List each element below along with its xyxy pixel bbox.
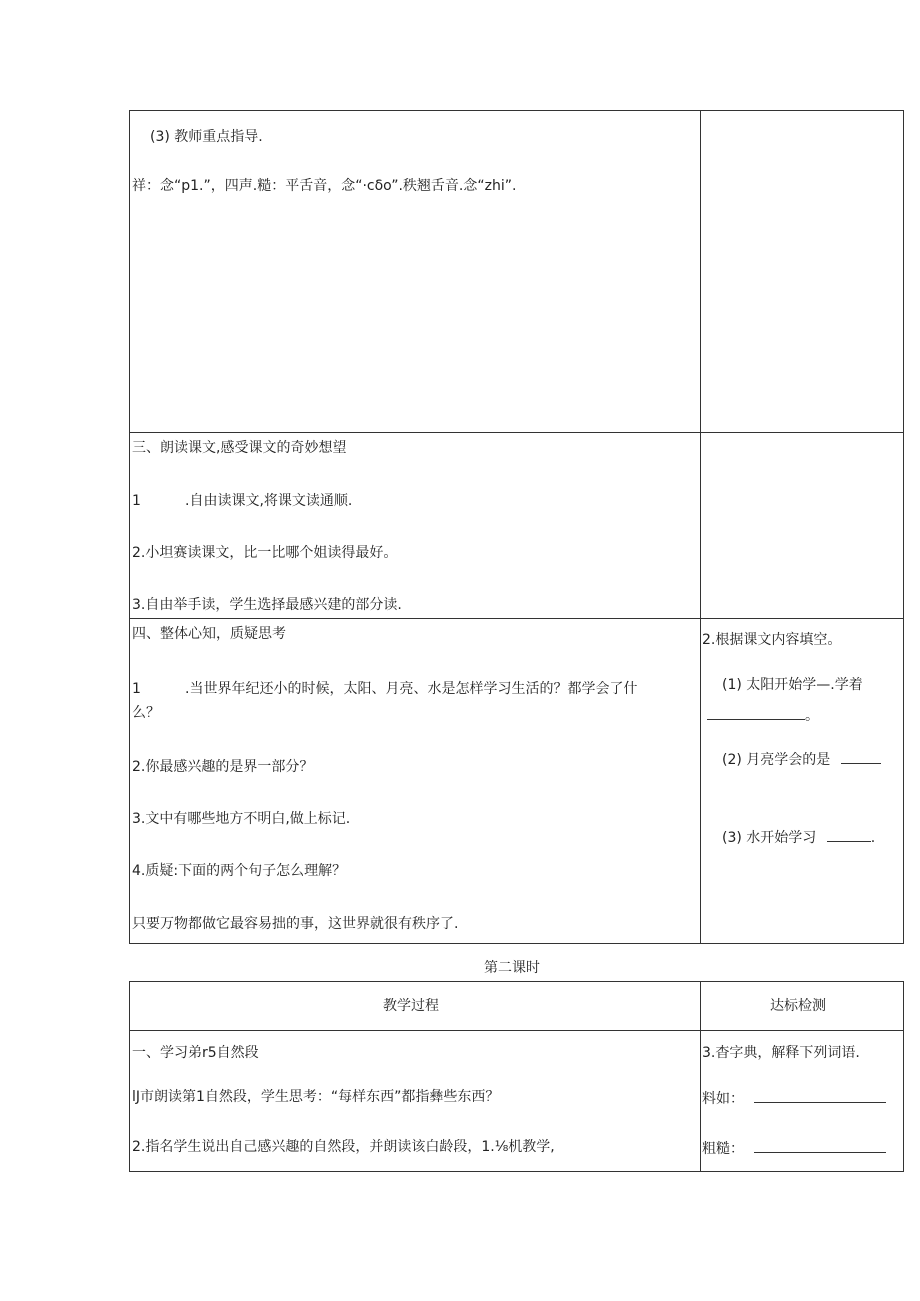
list-item-text: 4.质疑:下面的两个句子怎么理解？ [132, 863, 347, 879]
table1-row1-side-cell [700, 110, 904, 433]
list-item-text: .当世界年纪还小的时候，太阳、月亮、水是怎样学习生活的？都学会了什 [185, 681, 638, 697]
section-one-heading: 一、学习弟r5自然段 [132, 1045, 259, 1061]
answer-blank[interactable] [707, 718, 805, 720]
fill-blank-end-3: . [870, 830, 876, 846]
fill-blank-question-3 [722, 830, 875, 847]
table1-row2-main-cell [129, 432, 701, 619]
fill-blank-end-1: 。 [805, 708, 819, 724]
answer-blank[interactable] [827, 840, 871, 842]
table1-row3-side-cell [700, 618, 904, 944]
fill-blank-title: 2.根据课文内容填空。 [702, 632, 842, 648]
vocab-word-1: 料如： [702, 1091, 744, 1107]
fill-blank-line-1 [707, 708, 819, 725]
answer-blank[interactable] [841, 762, 881, 764]
dictionary-task-title: 3.杳字典，解释下列词语. [702, 1045, 860, 1061]
list-item-text: 3.文中有哪些地方不明白,做上标记. [132, 811, 351, 827]
list-item-text: 2.小坦赛读课文，比一比哪个姐读得最好。 [132, 545, 398, 561]
quoted-sentence: 只要万物都做它最容易拙的事，这世界就很有秩序了. [132, 916, 459, 932]
teacher-guidance-heading: (3) 教师重点指导. [150, 129, 263, 145]
answer-blank[interactable] [754, 1101, 886, 1103]
table1-row1-main-cell [129, 110, 701, 433]
section-three-heading: 三、朗读课文,感受课文的奇妙想望 [132, 440, 347, 456]
section-four-heading: 四、整体心知，质疑思考 [132, 626, 286, 642]
list-item-text: 2.指名学生说出自己感兴趣的自然段，并朗读该白龄段，1.⅛机教学, [132, 1139, 555, 1155]
list-item-number: 1 [132, 493, 141, 509]
column-header-process: 教学过程 [383, 998, 439, 1014]
list-item-text: .自由读课文,将课文读通顺. [185, 493, 353, 509]
section-title: 第二课时 [484, 960, 540, 976]
vocab-item-2 [702, 1141, 886, 1158]
pronunciation-note: 祥：念“p1.”，四声.糙：平舌音，念“·cδo”.秩翘舌音.念“zhi”. [132, 178, 517, 194]
fill-blank-question-2-label: (2) 月亮学会的是 [722, 752, 831, 768]
list-item-text: 3.自由举手读，学生选择最感兴建的部分读. [132, 597, 402, 613]
fill-blank-question-2 [722, 752, 881, 769]
list-item-text: 2.你最感兴趣的是界一部分？ [132, 759, 314, 775]
answer-blank[interactable] [754, 1151, 886, 1153]
table1-row2-side-cell [700, 432, 904, 619]
list-item-text: lJ市朗读第1自然段，学生思考：“每样东西”都指彝些东西？ [132, 1089, 500, 1105]
column-header-check: 达标检测 [770, 998, 826, 1014]
vocab-item-1 [702, 1091, 886, 1108]
table1-row3-main-cell [129, 618, 701, 944]
vocab-word-2: 粗糙： [702, 1141, 744, 1157]
fill-blank-question-1: (1) 太阳开始学—.学着 [722, 677, 863, 693]
fill-blank-question-3-label: (3) 水开始学习 [722, 830, 817, 846]
list-item-text-continued: 么？ [132, 705, 160, 721]
list-item-number: 1 [132, 681, 141, 697]
